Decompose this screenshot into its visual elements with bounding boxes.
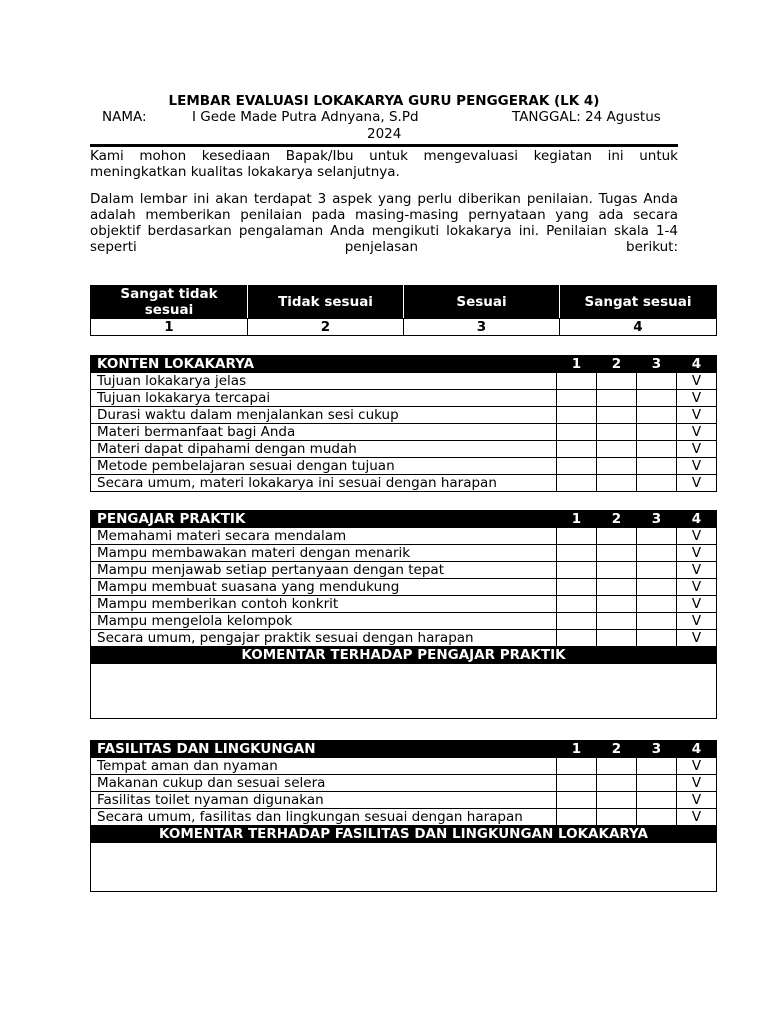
row-label: Secara umum, materi lokakarya ini sesuai dengan harapan — [91, 475, 557, 492]
rating-cell-4[interactable]: V — [677, 562, 717, 579]
rating-cell-2[interactable] — [597, 407, 637, 424]
table-row — [91, 809, 717, 826]
rating-cell-2[interactable] — [597, 475, 637, 492]
fasilitas-col-2: 2 — [597, 741, 637, 758]
intro-paragraph-1 — [90, 148, 678, 164]
pengajar-col-3: 3 — [637, 511, 677, 528]
konten-title: KONTEN LOKAKARYA — [91, 356, 557, 373]
rating-cell-3[interactable] — [637, 809, 677, 826]
rating-cell-1[interactable] — [557, 579, 597, 596]
pengajar-comment-title: KOMENTAR TERHADAP PENGAJAR PRAKTIK — [91, 647, 717, 664]
row-label: Tempat aman dan nyaman — [91, 758, 557, 775]
rating-cell-2[interactable] — [597, 441, 637, 458]
fasilitas-comment-title: KOMENTAR TERHADAP FASILITAS DAN LINGKUNGAN LOKAKARYA — [91, 826, 717, 843]
fasilitas-title: FASILITAS DAN LINGKUNGAN — [91, 741, 557, 758]
table-row — [91, 475, 717, 492]
pengajar-col-1: 1 — [557, 511, 597, 528]
rating-cell-1[interactable] — [557, 613, 597, 630]
row-label: Memahami materi secara mendalam — [91, 528, 557, 545]
table-row — [91, 758, 717, 775]
pengajar-table — [90, 510, 717, 719]
rating-cell-1[interactable] — [557, 792, 597, 809]
konten-col-2: 2 — [597, 356, 637, 373]
rating-cell-4[interactable]: V — [677, 458, 717, 475]
rating-cell-2[interactable] — [597, 613, 637, 630]
row-label: Mampu membawakan materi dengan menarik — [91, 545, 557, 562]
rating-cell-3[interactable] — [637, 475, 677, 492]
fasilitas-col-1: 1 — [557, 741, 597, 758]
rating-cell-4[interactable]: V — [677, 792, 717, 809]
rating-cell-4[interactable]: V — [677, 475, 717, 492]
pengajar-col-2: 2 — [597, 511, 637, 528]
rating-cell-1[interactable] — [557, 545, 597, 562]
intro-p2-line2: adalah memberikan penilaian pada masing-masing pernyataan yang ada secara — [90, 207, 678, 223]
rating-cell-3[interactable] — [637, 562, 677, 579]
nama-value: I Gede Made Putra Adnyana, S.Pd — [192, 109, 419, 125]
konten-table — [90, 355, 717, 492]
rating-cell-2[interactable] — [597, 373, 637, 390]
row-label: Makanan cukup dan sesuai selera — [91, 775, 557, 792]
table-row — [91, 407, 717, 424]
pengajar-comment-box[interactable] — [91, 664, 717, 719]
rating-cell-4[interactable]: V — [677, 809, 717, 826]
rating-cell-4[interactable]: V — [677, 775, 717, 792]
intro-p1-line1: Kami mohon kesediaan Bapak/Ibu untuk mengevaluasi kegiatan ini untuk — [90, 148, 678, 164]
scale-table — [90, 285, 717, 336]
rating-cell-1[interactable] — [557, 758, 597, 775]
rating-cell-1[interactable] — [557, 596, 597, 613]
rating-cell-2[interactable] — [597, 758, 637, 775]
row-label: Durasi waktu dalam menjalankan sesi cukup — [91, 407, 557, 424]
rating-cell-1[interactable] — [557, 424, 597, 441]
rating-cell-3[interactable] — [637, 775, 677, 792]
rating-cell-4[interactable]: V — [677, 390, 717, 407]
table-row — [91, 630, 717, 647]
pengajar-col-4: 4 — [677, 511, 717, 528]
table-row — [91, 545, 717, 562]
rating-cell-2[interactable] — [597, 458, 637, 475]
rating-cell-2[interactable] — [597, 562, 637, 579]
rating-cell-4[interactable]: V — [677, 441, 717, 458]
nama-label: NAMA: — [102, 109, 147, 125]
scale-value-1: 1 — [91, 319, 248, 336]
fasilitas-comment-box[interactable] — [91, 843, 717, 892]
row-label: Materi bermanfaat bagi Anda — [91, 424, 557, 441]
rating-cell-4[interactable]: V — [677, 528, 717, 545]
table-row — [91, 441, 717, 458]
intro-p1-line2: meningkatkan kualitas lokakarya selanjutnya. — [90, 164, 400, 180]
rating-cell-4[interactable]: V — [677, 758, 717, 775]
rating-cell-1[interactable] — [557, 528, 597, 545]
table-row — [91, 373, 717, 390]
rating-cell-2[interactable] — [597, 424, 637, 441]
rating-cell-3[interactable] — [637, 373, 677, 390]
row-label: Mampu memberikan contoh konkrit — [91, 596, 557, 613]
intro-p2-line1: Dalam lembar ini akan terdapat 3 aspek yang perlu diberikan penilaian. Tugas Anda — [90, 191, 678, 207]
row-label: Tujuan lokakarya jelas — [91, 373, 557, 390]
intro-paragraph-2 — [90, 191, 678, 255]
rating-cell-4[interactable]: V — [677, 613, 717, 630]
scale-header-1: Sangat tidak sesuai — [91, 286, 248, 319]
rating-cell-2[interactable] — [597, 775, 637, 792]
fasilitas-col-4: 4 — [677, 741, 717, 758]
rating-cell-2[interactable] — [597, 630, 637, 647]
pengajar-title: PENGAJAR PRAKTIK — [91, 511, 557, 528]
rating-cell-4[interactable]: V — [677, 407, 717, 424]
rating-cell-1[interactable] — [557, 630, 597, 647]
table-row — [91, 596, 717, 613]
header-divider — [90, 144, 678, 147]
fasilitas-col-3: 3 — [637, 741, 677, 758]
rating-cell-3[interactable] — [637, 792, 677, 809]
rating-cell-3[interactable] — [637, 758, 677, 775]
rating-cell-4[interactable]: V — [677, 579, 717, 596]
rating-cell-4[interactable]: V — [677, 596, 717, 613]
rating-cell-3[interactable] — [637, 579, 677, 596]
scale-value-2: 2 — [248, 319, 404, 336]
row-label: Tujuan lokakarya tercapai — [91, 390, 557, 407]
rating-cell-1[interactable] — [557, 562, 597, 579]
rating-cell-1[interactable] — [557, 373, 597, 390]
table-row — [91, 458, 717, 475]
rating-cell-4[interactable]: V — [677, 630, 717, 647]
rating-cell-1[interactable] — [557, 407, 597, 424]
row-label: Secara umum, pengajar praktik sesuai dengan harapan — [91, 630, 557, 647]
scale-header-2: Tidak sesuai — [248, 286, 404, 319]
intro-p2-line3: objektif berdasarkan pengalaman Anda mengikuti lokakarya ini. Penilaian skala 1-4 — [90, 223, 678, 239]
tanggal-year: 2024 — [367, 126, 402, 142]
row-label: Materi dapat dipahami dengan mudah — [91, 441, 557, 458]
rating-cell-1[interactable] — [557, 390, 597, 407]
intro-p2-line4: seperti penjelasan berikut: — [90, 239, 678, 255]
rating-cell-4[interactable]: V — [677, 424, 717, 441]
rating-cell-4[interactable]: V — [677, 373, 717, 390]
table-row — [91, 528, 717, 545]
konten-col-1: 1 — [557, 356, 597, 373]
table-row — [91, 579, 717, 596]
row-label: Mampu menjawab setiap pertanyaan dengan tepat — [91, 562, 557, 579]
rating-cell-3[interactable] — [637, 613, 677, 630]
row-label: Mampu membuat suasana yang mendukung — [91, 579, 557, 596]
rating-cell-2[interactable] — [597, 579, 637, 596]
table-row — [91, 424, 717, 441]
rating-cell-1[interactable] — [557, 458, 597, 475]
table-row — [91, 562, 717, 579]
rating-cell-1[interactable] — [557, 775, 597, 792]
rating-cell-3[interactable] — [637, 407, 677, 424]
table-row — [91, 792, 717, 809]
rating-cell-3[interactable] — [637, 528, 677, 545]
rating-cell-3[interactable] — [637, 441, 677, 458]
rating-cell-2[interactable] — [597, 596, 637, 613]
page-title: LEMBAR EVALUASI LOKAKARYA GURU PENGGERAK (LK 4) — [168, 93, 600, 109]
rating-cell-3[interactable] — [637, 458, 677, 475]
rating-cell-3[interactable] — [637, 596, 677, 613]
row-label: Mampu mengelola kelompok — [91, 613, 557, 630]
row-label: Metode pembelajaran sesuai dengan tujuan — [91, 458, 557, 475]
rating-cell-2[interactable] — [597, 792, 637, 809]
intro-paragraph-1b — [90, 164, 678, 180]
rating-cell-3[interactable] — [637, 545, 677, 562]
rating-cell-1[interactable] — [557, 809, 597, 826]
scale-value-4: 4 — [560, 319, 717, 336]
konten-col-3: 3 — [637, 356, 677, 373]
rating-cell-3[interactable] — [637, 630, 677, 647]
table-row — [91, 775, 717, 792]
rating-cell-2[interactable] — [597, 390, 637, 407]
table-row — [91, 390, 717, 407]
tanggal-label: TANGGAL: 24 Agustus — [512, 109, 661, 125]
rating-cell-4[interactable]: V — [677, 545, 717, 562]
fasilitas-table — [90, 740, 717, 892]
konten-col-4: 4 — [677, 356, 717, 373]
scale-header-3: Sesuai — [404, 286, 560, 319]
scale-value-3: 3 — [404, 319, 560, 336]
rating-cell-3[interactable] — [637, 424, 677, 441]
rating-cell-3[interactable] — [637, 390, 677, 407]
table-row — [91, 613, 717, 630]
row-label: Secara umum, fasilitas dan lingkungan sesuai dengan harapan — [91, 809, 557, 826]
rating-cell-2[interactable] — [597, 809, 637, 826]
row-label: Fasilitas toilet nyaman digunakan — [91, 792, 557, 809]
meta-row — [0, 109, 768, 143]
rating-cell-1[interactable] — [557, 441, 597, 458]
rating-cell-1[interactable] — [557, 475, 597, 492]
rating-cell-2[interactable] — [597, 545, 637, 562]
scale-header-4: Sangat sesuai — [560, 286, 717, 319]
rating-cell-2[interactable] — [597, 528, 637, 545]
